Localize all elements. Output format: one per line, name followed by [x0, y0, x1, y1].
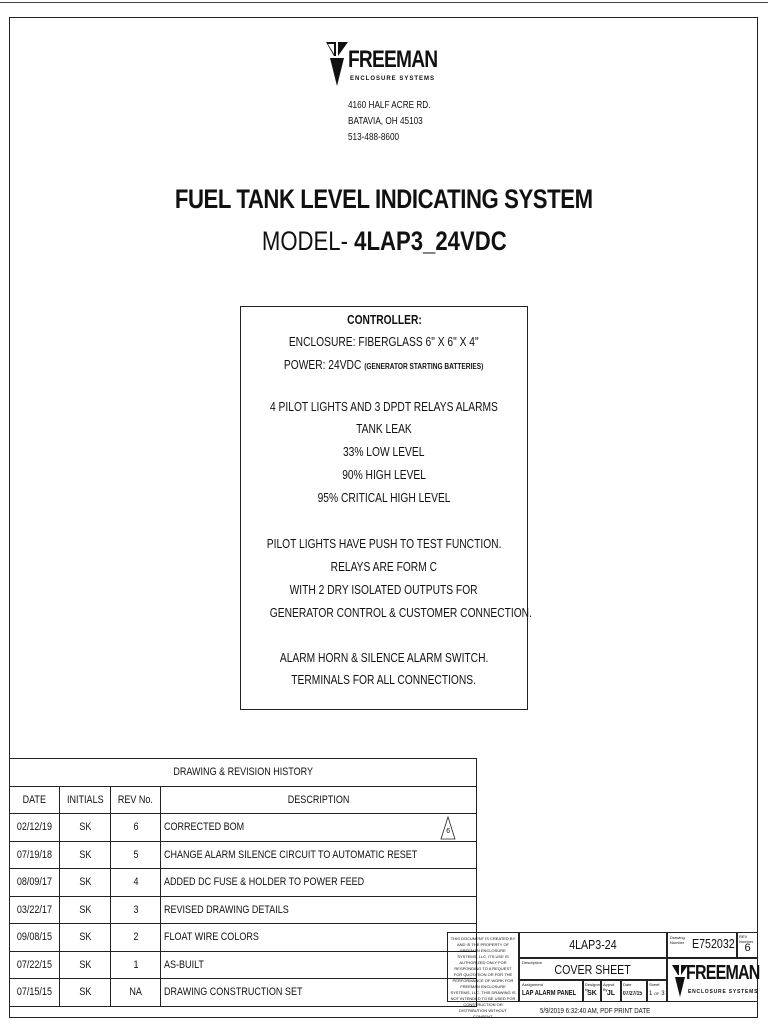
controller-power-note: (GENERATOR STARTING BATTERIES)	[364, 362, 484, 371]
sheet-label: Sheet	[649, 982, 660, 987]
freeman-logo	[324, 38, 444, 90]
header-rev: REV No.	[111, 786, 161, 814]
table-row: 07/19/18 SK 5 CHANGE ALARM SILENCE CIRCUIT TO AUTOMATIC RESET	[10, 841, 477, 869]
model-number: 4LAP3_24VDC	[353, 226, 507, 256]
controller-power: POWER: 24VDC (GENERATOR STARTING BATTERIES)	[284, 358, 484, 372]
drawing-number-cell	[667, 932, 737, 958]
revision-history-table	[9, 758, 477, 1007]
logo-subtext: ENCLOSURE SYSTEMS	[350, 76, 436, 82]
address-line-street: 4160 HALF ACRE RD.	[348, 100, 431, 111]
title-block-logo-subtext: ENCLOSURE SYSTEMS	[688, 989, 759, 995]
designed-by-label: Designed by	[585, 982, 602, 992]
part-number-cell	[519, 932, 667, 958]
title-block-logo	[667, 958, 758, 1002]
controller-note: WITH 2 DRY ISOLATED OUTPUTS FOR	[290, 583, 478, 597]
table-row: 08/09/17 SK 4 ADDED DC FUSE & HOLDER TO POWER FEED	[10, 869, 477, 897]
drawing-number: E752032	[692, 936, 735, 951]
designed-by-value: SK	[587, 990, 597, 997]
table-row: 07/22/15 SK 1 AS-BUILT	[10, 951, 477, 979]
controller-note: TERMINALS FOR ALL CONNECTIONS.	[291, 673, 477, 687]
table-header-row	[10, 786, 477, 814]
controller-enclosure: ENCLOSURE: FIBERGLASS 6" X 6" X 4"	[289, 335, 479, 349]
title-block-logo-text: FREEMAN	[686, 962, 760, 984]
rev-number-cell	[737, 932, 758, 958]
designed-by-cell	[583, 980, 601, 1002]
date-value: 07/27/15	[623, 991, 643, 997]
alarm-item: 95% CRITICAL HIGH LEVEL	[317, 491, 451, 505]
assignment-label: Assignment	[522, 982, 543, 987]
date-label: Date	[623, 982, 632, 987]
system-title: FUEL TANK LEVEL INDICATING SYSTEM	[175, 184, 593, 214]
rev-number: 6	[744, 942, 751, 954]
company-address	[348, 98, 449, 146]
approved-by-value: JL	[606, 990, 616, 997]
table-row: 07/15/15 SK NA DRAWING CONSTRUCTION SET	[10, 979, 477, 1007]
assignment-cell	[519, 980, 583, 1002]
sheet-total: 3	[661, 991, 665, 997]
logo-text: FREEMAN	[348, 46, 438, 73]
sheet-number: 1	[649, 991, 653, 997]
controller-lights: 4 PILOT LIGHTS AND 3 DPDT RELAYS ALARMS	[270, 400, 498, 414]
revision-flag-number: 6	[446, 828, 451, 835]
controller-heading: CONTROLLER:	[346, 313, 422, 327]
model-title	[0, 226, 768, 257]
controller-note: ALARM HORN & SILENCE ALARM SWITCH.	[279, 651, 489, 665]
sheet-cell	[647, 980, 667, 1002]
description-cell	[519, 958, 667, 980]
description-label: Description	[522, 960, 543, 965]
alarm-item: 33% LOW LEVEL	[343, 445, 425, 459]
table-row: 09/08/15 SK 2 FLOAT WIRE COLORS	[10, 924, 477, 952]
controller-spec-box	[240, 306, 532, 710]
controller-note: GENERATOR CONTROL & CUSTOMER CONNECTION.	[269, 606, 532, 620]
revision-history-title: DRAWING & REVISION HISTORY	[10, 759, 477, 787]
drawing-number-label: Drawing Number	[670, 935, 685, 945]
approved-by-cell	[601, 980, 621, 1002]
alarm-item: 90% HIGH LEVEL	[342, 468, 426, 482]
confidentiality-notice: THIS DOCUMENT IS CREATED BY AND IS THE PROPERTY OF FREEMAN ENCLOSURE SYSTEMS, LLC. ITS USE IS AUTHORIZED ONLY FOR RESPONDING TO A REQUEST FOR QUOTATION OR FOR THE PERFORMANCE OF WORK FOR FREEMAN ENCLOSURE SYSTEMS, LLC. THIS DRAWING IS NOT INTENDED TO BE USED FOR CONSTRUCTION OR DISTRIBUTION WITHOUT CONSENT.	[447, 932, 519, 1002]
assignment-value: LAP ALARM PANEL	[522, 990, 577, 997]
header-description: DESCRIPTION	[161, 786, 477, 814]
date-cell	[621, 980, 647, 1002]
description-value: COVER SHEET	[554, 962, 632, 977]
pdf-print-date: 5/9/2019 6:32:40 AM, PDF PRINT DATE	[540, 1006, 651, 1015]
top-border-line	[0, 2, 768, 3]
sheet-of: OF	[654, 991, 660, 996]
table-row: 03/22/17 SK 3 REVISED DRAWING DETAILS	[10, 896, 477, 924]
address-line-phone: 513-488-8600	[348, 132, 400, 143]
approved-by-label: Appvd By	[603, 982, 615, 992]
address-line-city: BATAVIA, OH 45103	[348, 116, 423, 127]
rev-number-label: REV Number	[739, 934, 754, 944]
part-number: 4LAP3-24	[569, 937, 617, 952]
header-initials: INITIALS	[59, 786, 111, 814]
controller-note: PILOT LIGHTS HAVE PUSH TO TEST FUNCTION.	[266, 537, 502, 551]
model-prefix: MODEL-	[261, 226, 348, 256]
header-date: DATE	[10, 786, 60, 814]
table-row: 02/12/19 SK 6 CORRECTED BOM 6	[10, 814, 477, 842]
controller-note: RELAYS ARE FORM C	[330, 560, 438, 574]
alarm-item: TANK LEAK	[356, 422, 412, 436]
